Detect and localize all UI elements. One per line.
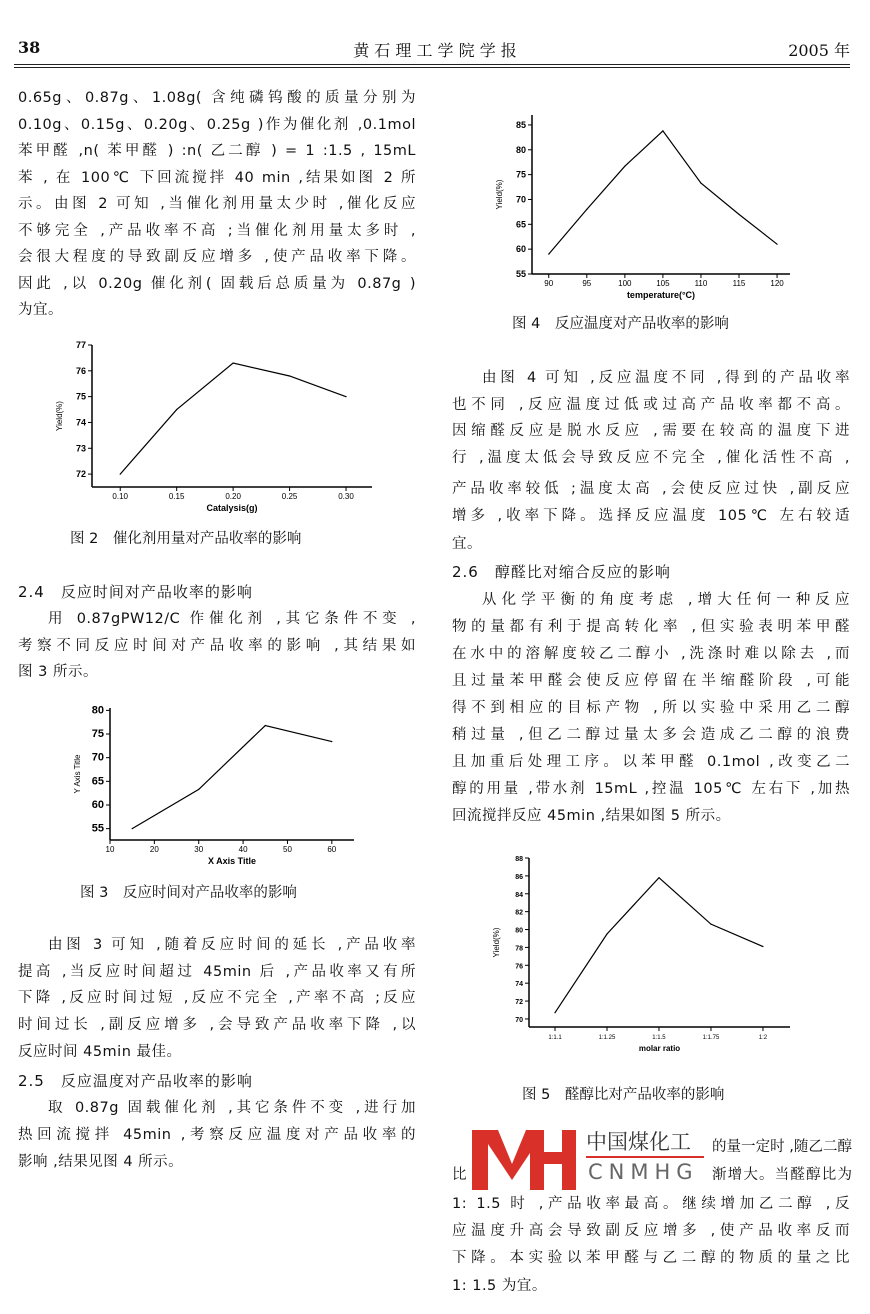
journal-title: 黄 石 理 工 学 院 学 报 <box>353 41 517 60</box>
y-tick-label: 55 <box>91 822 104 835</box>
data-point <box>606 933 607 934</box>
paragraph-line: 比 <box>452 1167 467 1183</box>
figure-4-caption: 图 4 反应温度对产品收率的影响 <box>512 316 729 332</box>
year: 2005 年 <box>788 41 850 60</box>
x-tick-label: 30 <box>194 845 204 854</box>
paragraph-line: 不够完全 ,产品收率不高 ;当催化剂用量太多时 , <box>18 223 416 239</box>
paragraph-line: 渐增大。当醛醇比为 <box>712 1167 852 1183</box>
y-tick-label: 78 <box>515 945 523 953</box>
y-tick-label: 73 <box>75 443 86 454</box>
y-axis-label: Yield(%) <box>492 927 501 958</box>
paragraph-line: 反应时间 45min 最佳。 <box>18 1044 182 1060</box>
data-point <box>700 182 701 183</box>
paragraph-line: 稍过量 ,但乙二醇过量太多会造成乙二醇的浪费 <box>452 727 850 743</box>
paragraph-line: 取 0.87g 固载催化剂 ,其它条件不变 ,进行加 <box>48 1100 416 1116</box>
paragraph-line: 为宜。 <box>18 302 63 318</box>
paragraph-line: 下降。本实验以苯甲醛与乙二醇的物质的量之比 <box>452 1250 850 1266</box>
data-point <box>554 1012 555 1013</box>
series-line <box>555 878 763 1013</box>
data-point <box>120 473 121 474</box>
y-tick-label: 70 <box>515 1016 523 1024</box>
x-axis-label: X Axis Title <box>207 856 257 866</box>
y-tick-label: 60 <box>515 244 526 255</box>
figure-2-caption: 图 2 催化剂用量对产品收率的影响 <box>70 531 302 547</box>
series-line <box>132 726 332 829</box>
paragraph-line: 物的量都有利于提高转化率 ,但实验表明苯甲醛 <box>452 619 850 635</box>
y-tick-label: 60 <box>91 798 104 811</box>
data-point <box>289 375 290 376</box>
data-point <box>233 362 234 363</box>
paragraph-line: 考察不同反应时间对产品收率的影响 ,其结果如 <box>18 638 416 654</box>
y-tick-label: 77 <box>75 340 86 350</box>
paragraph-line: 影响 ,结果见图 4 所示。 <box>18 1154 184 1170</box>
paragraph-line: 得不到相应的目标产物 ,所以实验中采用乙二醇 <box>452 700 850 716</box>
x-tick-label: 1:2 <box>758 1035 768 1041</box>
paragraph-line: 会很大程度的导致副反应增多 ,使产品收率下降。 <box>18 249 416 265</box>
data-point <box>265 725 266 726</box>
paragraph-line: 应温度升高会导致副反应增多 ,使产品收率反而 <box>452 1223 850 1239</box>
paragraph-line: 产品收率较低 ;温度太高 ,会使反应过快 ,副反应 <box>452 481 850 497</box>
data-point <box>658 877 659 878</box>
data-point <box>776 244 777 245</box>
x-tick-label: 90 <box>544 279 554 288</box>
paragraph-line: 且过量苯甲醛会使反应停留在半缩醛阶段 ,可能 <box>452 673 850 689</box>
page-number: 38 <box>18 38 41 57</box>
watermark-cn: 中国煤化工 <box>586 1126 704 1158</box>
figure-5-caption: 图 5 醛醇比对产品收率的影响 <box>522 1087 725 1103</box>
x-axis-label: temperature(°C) <box>626 290 696 300</box>
section-2-5-heading: 2.5 反应温度对产品收率的影响 <box>18 1072 253 1090</box>
y-tick-label: 55 <box>515 269 526 279</box>
figure-3-caption: 图 3 反应时间对产品收率的影响 <box>80 885 297 901</box>
x-axis-label: molar ratio <box>638 1044 681 1053</box>
paragraph-line: 在水中的溶解度较乙二醇小 ,洗涤时难以除去 ,而 <box>452 646 850 662</box>
paragraph-line: 增多 ,收率下降。选择反应温度 105℃ 左右较适 <box>452 508 850 524</box>
paragraph-line: 时间过长 ,副反应增多 ,会导致产品收率下降 ,以 <box>18 1017 416 1033</box>
y-tick-label: 65 <box>515 219 526 230</box>
paragraph-line: 热回流搅拌 45min ,考察反应温度对产品收率的 <box>18 1127 416 1143</box>
paragraph-line: 1: 1.5 时 ,产品收率最高。继续增加乙二醇 ,反 <box>452 1196 850 1212</box>
y-tick-label: 86 <box>515 873 523 881</box>
y-tick-label: 80 <box>515 144 526 155</box>
paragraph-line: 用 0.87gPW12/C 作催化剂 ,其它条件不变 , <box>48 611 416 627</box>
data-point <box>586 209 587 210</box>
x-tick-label: 0.25 <box>281 492 298 501</box>
paragraph-line: 苯 , 在 100℃ 下回流搅拌 40 min ,结果如图 2 所 <box>18 170 416 186</box>
paragraph-line: 宜。 <box>452 536 482 552</box>
y-axis-label: Yield(%) <box>495 179 504 210</box>
data-point <box>198 789 199 790</box>
paragraph-line: 也不同 ,反应温度过低或过高产品收率都不高。 <box>452 397 850 413</box>
y-tick-label: 65 <box>91 775 104 788</box>
y-tick-label: 76 <box>75 365 86 376</box>
data-point <box>345 396 346 397</box>
data-point <box>132 828 133 829</box>
paragraph-line: 苯甲醛 ,n( 苯甲醛 ) :n( 乙二醇 ) = 1 :1.5 , 15mL <box>18 143 416 159</box>
paragraph-line: 由图 4 可知 ,反应温度不同 ,得到的产品收率 <box>482 370 850 386</box>
x-tick-label: 95 <box>582 279 592 288</box>
paragraph-line: 因此 ,以 0.20g 催化剂( 固载后总质量为 0.87g ) <box>18 276 416 292</box>
data-point <box>738 214 739 215</box>
y-tick-label: 70 <box>515 194 526 205</box>
x-tick-label: 105 <box>656 279 670 288</box>
x-tick-label: 0.20 <box>225 492 241 501</box>
paragraph-line: 从化学平衡的角度考虑 ,增大任何一种反应 <box>482 592 850 608</box>
series-line <box>549 131 777 254</box>
x-tick-label: 20 <box>149 845 159 854</box>
y-tick-label: 80 <box>515 927 523 935</box>
data-point <box>548 254 549 255</box>
data-point <box>710 924 711 925</box>
paragraph-line: 下降 ,反应时间过短 ,反应不完全 ,产率不高 ;反应 <box>18 990 416 1006</box>
data-point <box>624 166 625 167</box>
x-tick-label: 0.30 <box>338 492 354 501</box>
y-tick-label: 80 <box>91 704 104 717</box>
paragraph-line: 且加重后处理工序。以苯甲醛 0.1mol ,改变乙二 <box>452 754 850 770</box>
paragraph-line: 因缩醛反应是脱水反应 ,需要在较高的温度下进 <box>452 423 850 439</box>
x-tick-label: 1:1.25 <box>598 1035 616 1041</box>
y-tick-label: 72 <box>75 469 86 480</box>
paragraph-line: 图 3 所示。 <box>18 664 98 680</box>
paragraph-line: 0.10g、0.15g、0.20g、0.25g )作为催化剂 ,0.1mol <box>18 117 416 133</box>
watermark-en: CNMHG <box>588 1160 699 1184</box>
y-tick-label: 75 <box>515 169 526 180</box>
x-tick-label: 10 <box>105 845 115 854</box>
y-axis-label: Yield(%) <box>55 401 64 431</box>
x-tick-label: 1:1.5 <box>652 1035 666 1041</box>
paragraph-line: 提高 ,当反应时间超过 45min 后 ,产品收率又有所 <box>18 964 416 980</box>
y-tick-label: 84 <box>515 891 523 899</box>
paragraph-line: 的量一定时 ,随乙二醇 <box>712 1139 852 1155</box>
y-axis-label: Y Axis Title <box>73 754 82 794</box>
data-point <box>176 409 177 410</box>
y-tick-label: 70 <box>91 751 104 764</box>
x-tick-label: 0.15 <box>168 492 185 501</box>
x-tick-label: 1:1.1 <box>548 1035 562 1041</box>
paragraph-line: 行 ,温度太低会导致反应不完全 ,催化活性不高 , <box>452 450 850 466</box>
x-tick-label: 1:1.75 <box>702 1035 720 1041</box>
x-tick-label: 100 <box>618 279 632 288</box>
paragraph-line: 醇的用量 ,带水剂 15mL ,控温 105℃ 左右下 ,加热 <box>452 781 850 797</box>
paragraph-line: 由图 3 可知 ,随着反应时间的延长 ,产品收率 <box>48 937 416 953</box>
x-tick-label: 40 <box>238 845 248 854</box>
y-tick-label: 75 <box>91 728 104 741</box>
data-point <box>762 946 763 947</box>
y-tick-label: 76 <box>515 963 523 971</box>
x-tick-label: 110 <box>694 279 708 288</box>
x-tick-label: 0.10 <box>112 492 129 501</box>
y-tick-label: 74 <box>75 417 86 428</box>
paragraph-line: 1: 1.5 为宜。 <box>452 1278 547 1294</box>
section-2-6-heading: 2.6 醇醛比对缩合反应的影响 <box>452 563 671 581</box>
x-tick-label: 60 <box>327 845 337 854</box>
y-tick-label: 85 <box>515 119 526 130</box>
data-point <box>662 130 663 131</box>
data-point <box>331 741 332 742</box>
y-tick-label: 75 <box>75 391 86 402</box>
section-2-4-heading: 2.4 反应时间对产品收率的影响 <box>18 583 253 601</box>
y-tick-label: 72 <box>515 999 523 1007</box>
paragraph-line: 回流搅拌反应 45min ,结果如图 5 所示。 <box>452 808 731 824</box>
x-tick-label: 115 <box>732 279 746 288</box>
y-tick-label: 88 <box>515 856 523 863</box>
y-tick-label: 74 <box>515 981 523 989</box>
paragraph-line: 0.65g、0.87g、1.08g( 含纯磷钨酸的质量分别为 <box>18 90 416 106</box>
x-tick-label: 120 <box>770 279 784 288</box>
x-tick-label: 50 <box>283 845 292 854</box>
series-line <box>120 363 346 474</box>
y-tick-label: 82 <box>515 909 523 917</box>
x-axis-label: Catalysis(g) <box>206 503 258 513</box>
paragraph-line: 示。由图 2 可知 ,当催化剂用量太少时 ,催化反应 <box>18 196 416 212</box>
